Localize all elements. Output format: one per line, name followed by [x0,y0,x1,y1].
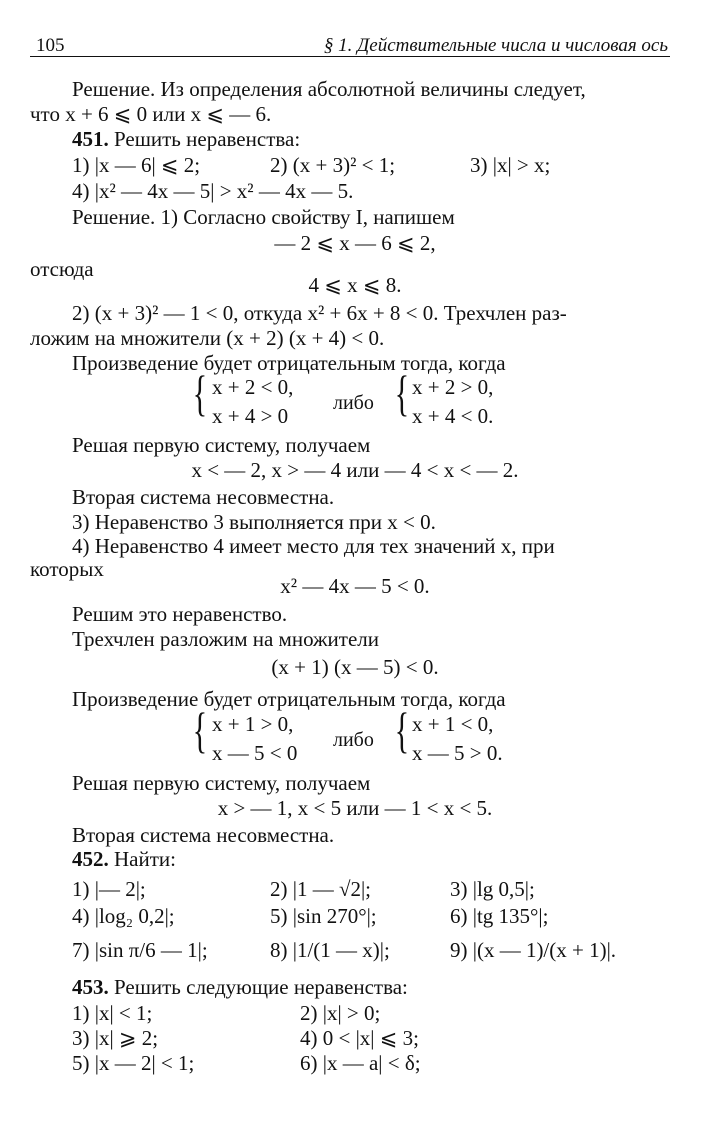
formula-item: 2) |1 — √2|; [270,877,372,901]
or-word: либо [333,729,374,751]
text-line: 4) Неравенство 4 имеет место для тех значений x, при [72,534,555,558]
formula-item: 6) |x — a| < δ; [300,1051,421,1075]
text-line: Трехчлен разложим на множители [72,627,380,651]
display-formula: x² — 4x — 5 < 0. [280,574,430,598]
left-brace: { [192,365,208,421]
problem-453-heading [72,974,408,1000]
formula-item: 2) |x| > 0; [300,1001,381,1025]
page-number: 105 [36,35,65,56]
text-line: Произведение будет отрицательным тогда, когда [72,687,506,711]
formula-item: 4) 0 < |x| ⩽ 3; [300,1026,419,1050]
text-line: 2) (x + 3)² — 1 < 0, откуда x² + 6x + 8 < 0. Трехчлен раз- [72,301,567,325]
formula-item: 1) |— 2|; [72,877,146,901]
text-line: Решая первую систему, получаем [72,771,371,795]
system-line: x + 1 > 0, [212,712,294,736]
display-formula: x > — 1, x < 5 или — 1 < x < 5. [217,796,493,820]
system-line: x + 4 > 0 [212,404,289,428]
formula-item: 3) |x| ⩾ 2; [72,1026,159,1050]
text-line: Решим это неравенство. [72,602,288,626]
text-line: 3) Неравенство 3 выполняется при x < 0. [72,510,436,534]
display-formula: x < — 2, x > — 4 или — 4 < x < — 2. [191,458,519,482]
left-brace: { [192,702,208,758]
system-line: x + 2 > 0, [412,375,494,399]
problem-452-heading [72,846,176,872]
display-formula: 4 ⩽ x ⩽ 8. [308,273,402,297]
formula-item: 2) (x + 3)² < 1; [270,153,396,177]
running-header: § 1. Действительные числа и числовая ось [323,35,668,56]
formula-item: 1) |x — 6| ⩽ 2; [72,153,201,177]
text-line: отсюда [30,257,94,281]
problem-451-heading [72,126,300,152]
system-line: x — 5 < 0 [212,741,298,765]
problem-number: 452. [72,847,109,871]
system-line: x — 5 > 0. [412,741,503,765]
system-line: x + 1 < 0, [412,712,494,736]
text-line: которых [30,557,104,581]
or-word: либо [333,392,374,414]
formula-item: 5) |sin 270°|; [270,904,377,928]
formula-item: 7) |sin π/6 — 1|; [72,938,208,962]
formula-item: 8) |1/(1 — x)|; [270,938,390,962]
text-line: ложим на множители (x + 2) (x + 4) < 0. [30,326,385,350]
formula-item: 3) |lg 0,5|; [450,877,535,901]
text-line: Решение. 1) Согласно свойству I, напишем [72,205,455,229]
problem-text: Найти: [114,847,176,871]
left-brace: { [394,702,410,758]
problem-number: 453. [72,975,109,999]
formula-item: 4) |x² — 4x — 5| > x² — 4x — 5. [72,179,354,203]
formula-item: 6) |tg 135°|; [450,904,549,928]
text-line: Произведение будет отрицательным тогда, когда [72,351,506,375]
display-formula: — 2 ⩽ x — 6 ⩽ 2, [274,231,436,255]
formula-item: 9) |(x — 1)/(x + 1)|. [450,938,617,962]
text-line: что x + 6 ⩽ 0 или x ⩽ — 6. [30,102,272,126]
formula-item: 5) |x — 2| < 1; [72,1051,195,1075]
text-line: Вторая система несовместна. [72,485,335,509]
text-line: Решение. Из определения абсолютной величины следует, [72,77,586,101]
text-line: Вторая система несовместна. [72,823,335,847]
system-line: x + 4 < 0. [412,404,494,428]
problem-number: 451. [72,127,109,151]
formula-item: 1) |x| < 1; [72,1001,153,1025]
formula-item: 4) |log₂ 0,2|; [72,904,175,928]
text-line: Решая первую систему, получаем [72,433,371,457]
problem-text: Решить неравенства: [114,127,301,151]
system-line: x + 2 < 0, [212,375,294,399]
display-formula: (x + 1) (x — 5) < 0. [271,655,439,679]
problem-text: Решить следующие неравенства: [114,975,408,999]
formula-item: 3) |x| > x; [470,153,551,177]
left-brace: { [394,365,410,421]
header-rule [30,56,670,57]
